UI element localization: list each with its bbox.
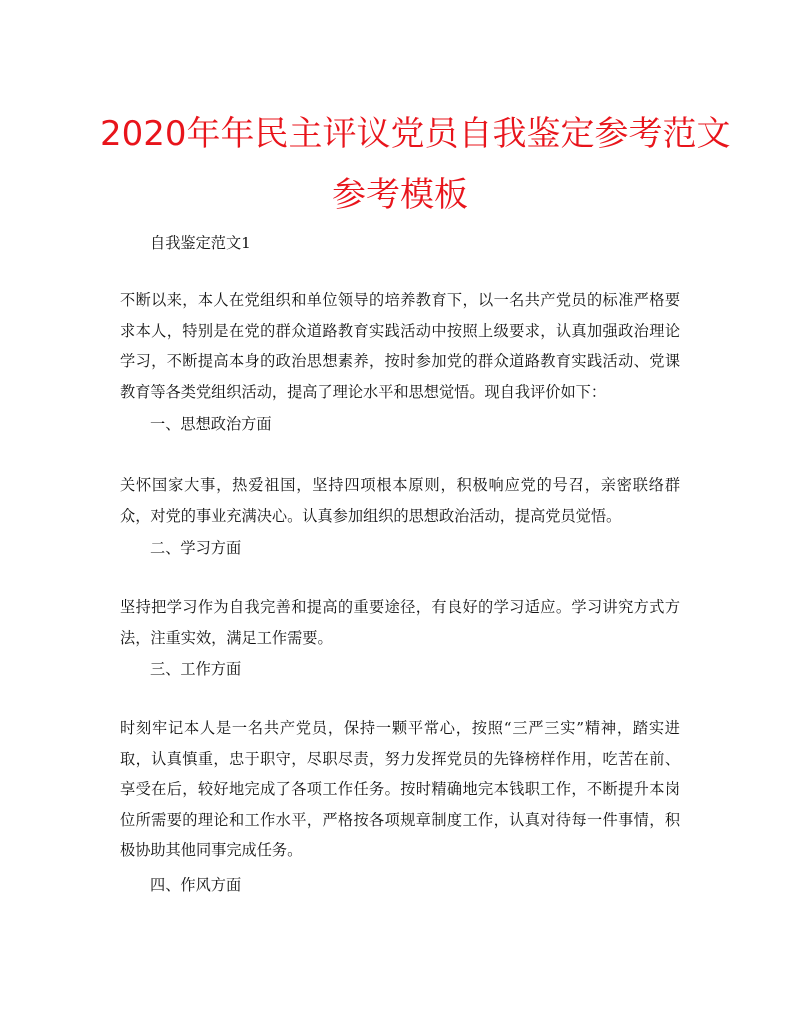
section-heading-style: 四、作风方面 [150, 876, 242, 894]
intro-paragraph: 不断以来，本人在党组织和单位领导的培养教育下，以一名共产党员的标准严格要求本人，特别是在党的群众道路教育实践活动中按照上级要求，认真加强政治理论学习，不断提高本身的政治思想素养，按时参加党的群众道路教育实践活动、党课教育等各类党组织活动，提高了理论水平和思想觉悟。现自我评价如下： [120, 291, 680, 401]
document-title-line-2: 参考模板 [332, 175, 468, 215]
section-heading-work: 三、工作方面 [150, 660, 242, 678]
section-heading-politics: 一、思想政治方面 [150, 415, 272, 433]
subtitle: 自我鉴定范文1 [150, 234, 251, 252]
section-body-politics: 关怀国家大事，热爱祖国，坚持四项根本原则，积极响应党的号召，亲密联络群众，对党的事业充满决心。认真参加组织的思想政治活动，提高党员觉悟。 [120, 476, 680, 525]
section-body-work: 时刻牢记本人是一名共产党员，保持一颗平常心，按照“三严三实”精神，踏实进取，认真慎重，忠于职守，尽职尽责，努力发挥党员的先锋榜样作用，吃苦在前、享受在后，较好地完成了各项工作任务。按时精确地完本钱职工作，不断提升本岗位所需要的理论和工作水平，严格按各项规章制度工作，认真对待每一件事情，积极协助其他同事完成任务。 [120, 719, 680, 859]
document-title-line-1: 2020年年民主评议党员自我鉴定参考范文 [100, 114, 731, 154]
section-body-study: 坚持把学习作为自我完善和提高的重要途径，有良好的学习适应。学习讲究方式方法，注重实效，满足工作需要。 [120, 598, 680, 647]
section-heading-study: 二、学习方面 [150, 539, 242, 557]
